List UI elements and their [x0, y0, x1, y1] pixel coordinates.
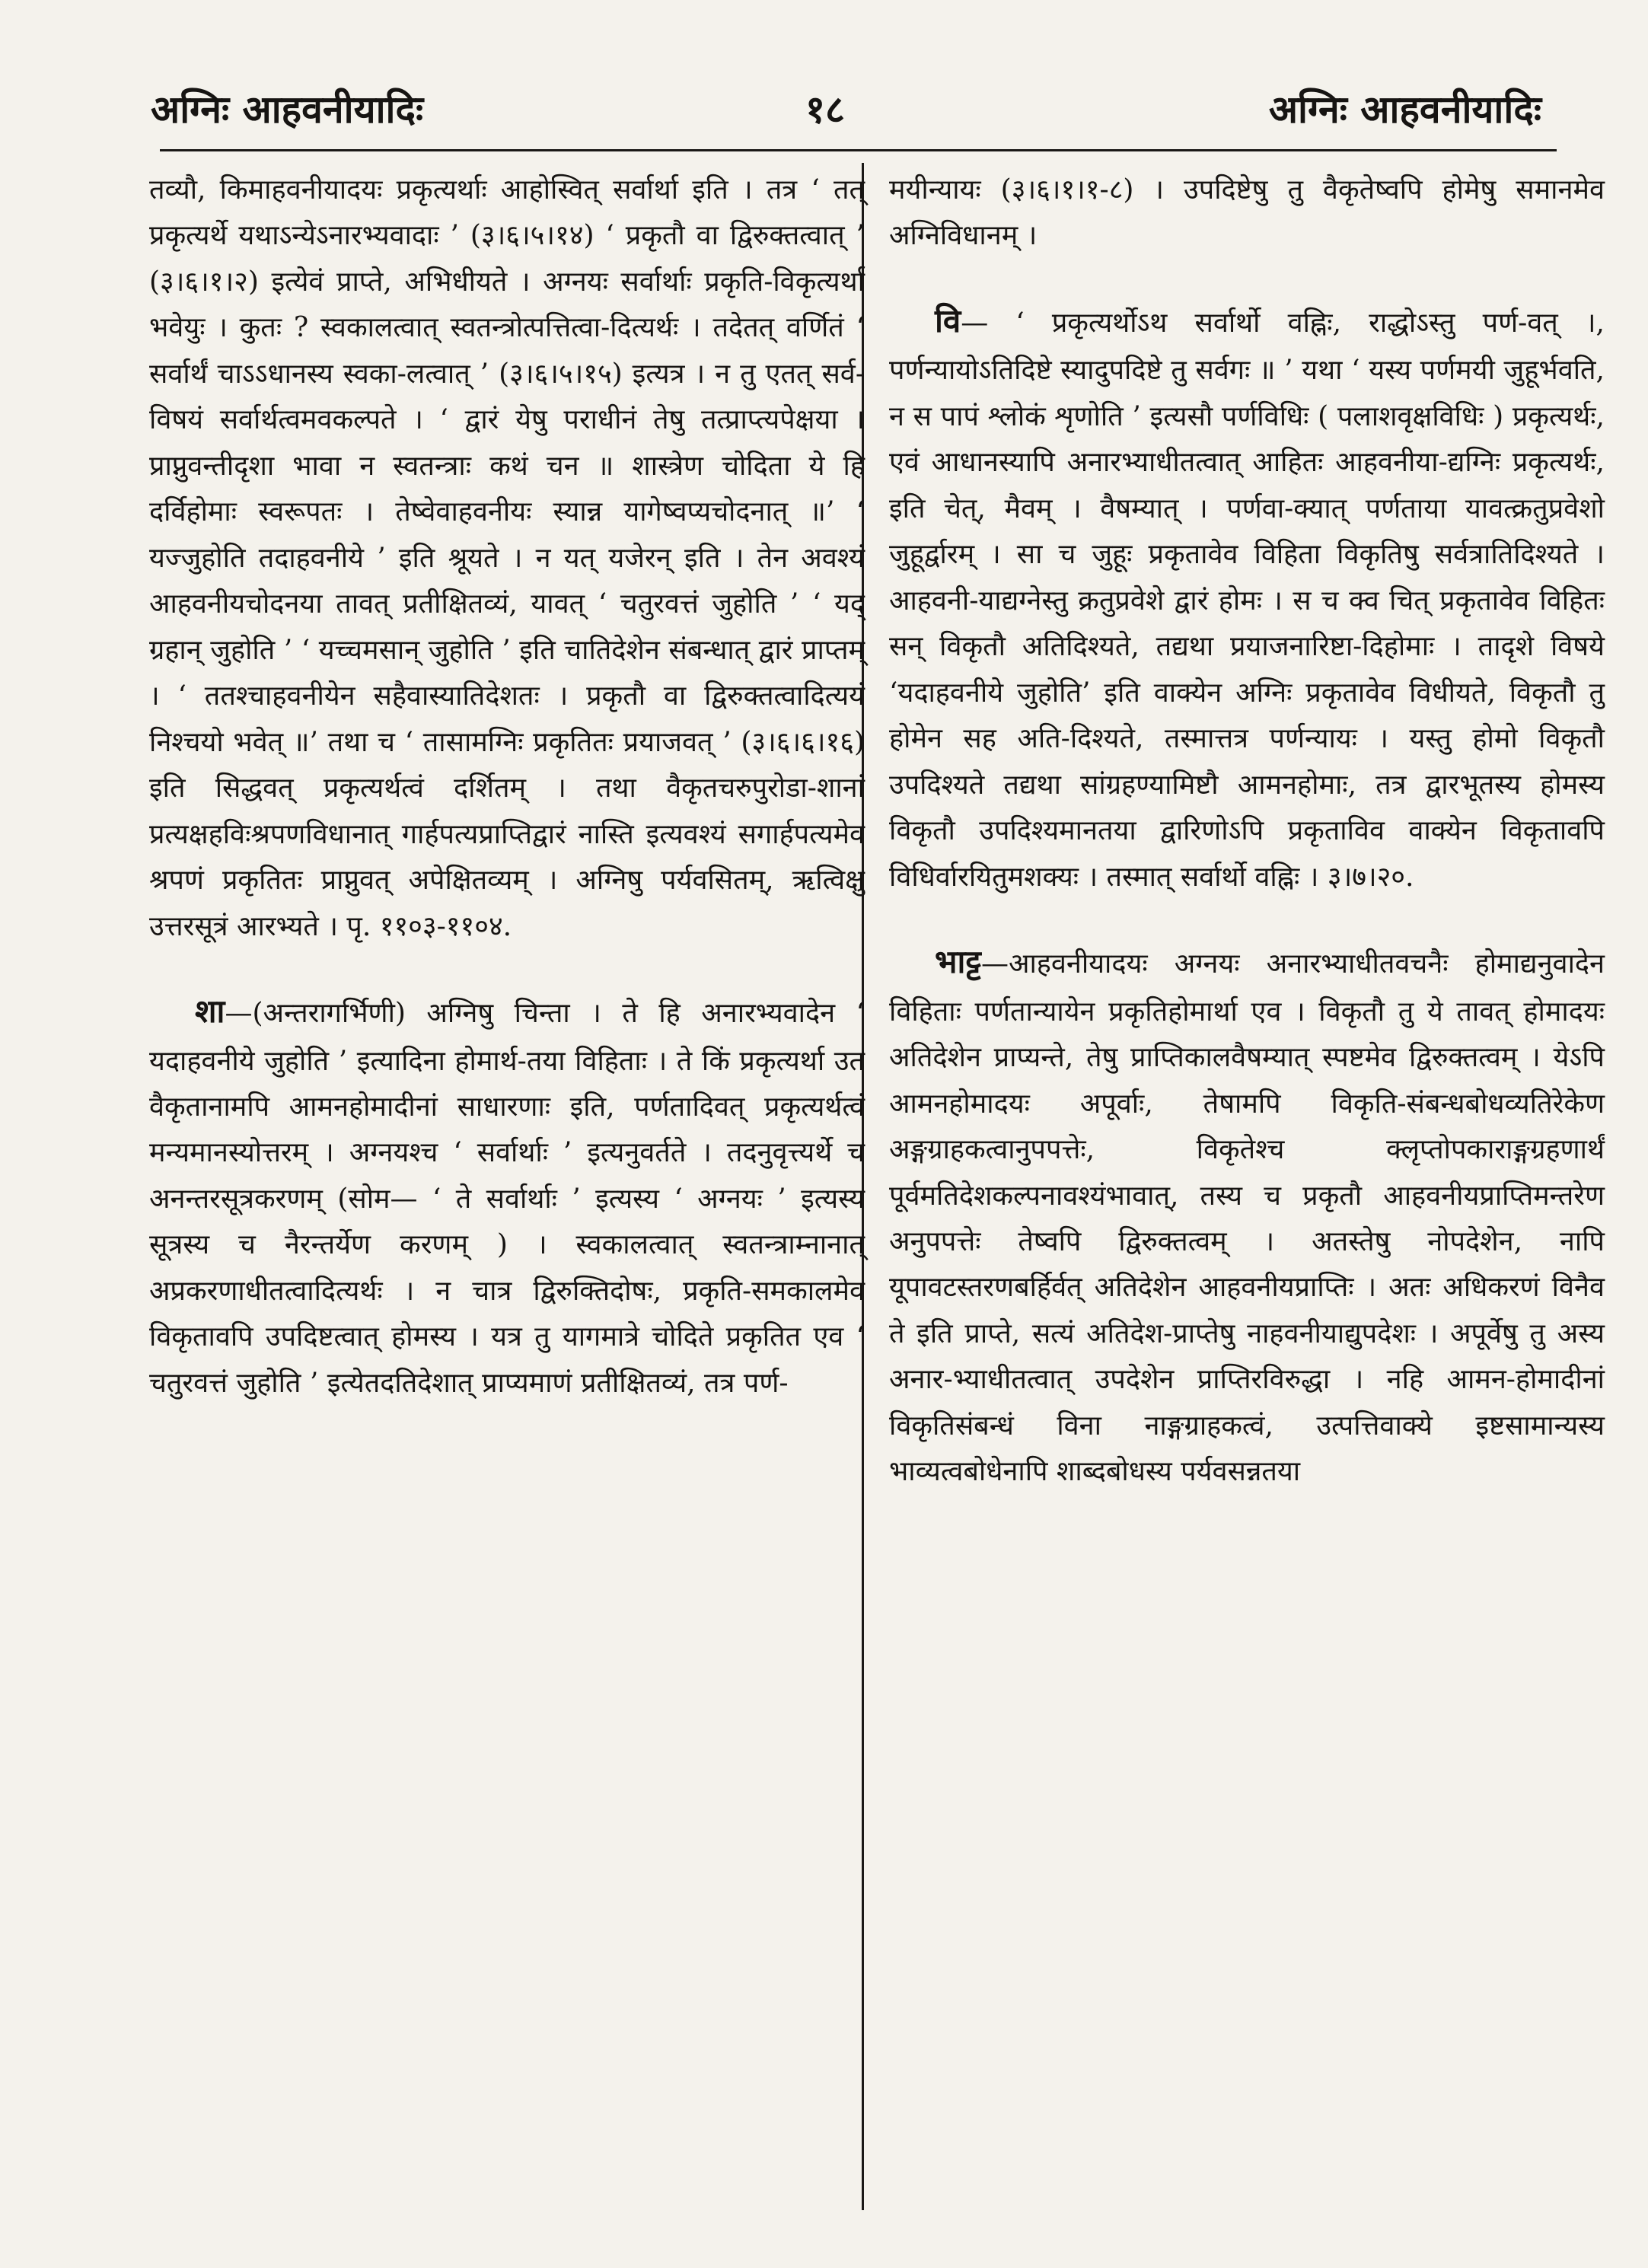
page-number: १८ — [805, 87, 845, 132]
running-header-left: अग्निः आहवनीयादिः — [151, 87, 424, 132]
paragraph-text: — ‘ प्रकृत्यर्थोऽथ सर्वार्थो वह्निः, राद्धोऽस्तु पर्ण-वत् ।, पर्णन्यायोऽतिदिष्टे स्यादुपदिष्टे तु सर्वगः ॥ ’ यथा ‘ यस्य पर्णमयी जुहूर्भवति, न स पापं श्लोकं शृणोति ’ इत्यसौ पर्णविधिः ( पलाशवृक्षविधिः ) प्रकृत्यर्थः, एवं आधानस्यापि अनारभ्याधीतत्वात् आहितः आहवनीया-द्यग्निः प्रकृत्यर्थः, इति चेत्, मैवम् । वैषम्यात् । पर्णवा-क्यात् पर्णताया यावत्क्रतुप्रवेशो जुहूर्द्वारम् । सा च जुहूः प्रकृतावेव विहिता विकृतिषु सर्वत्रातिदिश्यते । आहवनी-याद्यग्नेस्तु क्रतुप्रवेशे द्वारं होमः । स च क्व चित् प्रकृतावेव विहितः सन् विकृतौ अतिदिश्यते, तद्यथा प्रयाजनारिष्टा-दिहोमाः । तादृशे विषये ‘यदाहवनीये जुहोति’ इति वाक्येन अग्निः प्रकृतावेव विधीयते, विकृतौ तु होमेन सह अति-दिश्यते, तस्मात्तत्र पर्णन्यायः । यस्तु होमो विकृतौ उपदिश्यते तद्यथा सांग्रहण्यामिष्टौ आमनहोमाः, तत्र द्वारभूतस्य होमस्य विकृतौ उपदिश्यमानतया द्वारिणोऽपि प्रकृताविव वाक्येन विकृतावपि विधिर्वारयितुमशक्यः । तस्मात् सर्वार्थो वह्निः । ३।७।२०. — [889, 307, 1605, 893]
paragraph-text: —(अन्तरागर्भिणी) अग्निषु चिन्ता । ते हि अनारभ्यवादेन ‘ यदाहवनीये जुहोति ’ इत्यादिना होमार्थ-तया विहिताः । ते किं प्रकृत्यर्था उत वैकृतानामपि आमनहोमादीनां साधारणाः इति, पर्णतादिवत् प्रकृत्यर्थत्वं मन्यमानस्योत्तरम् । अग्नयश्च ‘ सर्वार्थाः ’ इत्यनुवर्तते । तदनुवृत्त्यर्थे च अनन्तरसूत्रकरणम् (सोम— ‘ ते सर्वार्थाः ’ इत्यस्य ‘ अग्नयः ’ इत्यस्य सूत्रस्य च नैरन्तर्येण करणम् ) । स्वकालत्वात् स्वतन्त्राम्नानात् अप्रकरणाधीतत्वादित्यर्थः । न चात्र द्विरुक्तिदोषः, प्रकृति-समकालमेव विकृतावपि उपदिष्टत्वात् होमस्य । यत्र तु यागमात्रे चोदिते प्रकृतित एव ‘ चतुरवत्तं जुहोति ’ इत्येतदतिदेशात् प्राप्यमाणं प्रतीक्षितव्यं, तत्र पर्ण- — [149, 997, 865, 1399]
header-rule — [160, 149, 1557, 151]
paragraph-text: —आहवनीयादयः अग्नयः अनारभ्याधीतवचनैः होमाद्यनुवादेन विहिताः पर्णतान्यायेन प्रकृतिहोमार्था एव । विकृतौ तु ये तावत् होमादयः अतिदेशेन प्राप्यन्ते, तेषु प्राप्तिकालवैषम्यात् स्पष्टमेव द्विरुक्तत्वम् । येऽपि आमनहोमादयः अपूर्वाः, तेषामपि विकृति-संबन्धबोधव्यतिरेकेण अङ्गग्राहकत्वानुपपत्तेः, विकृतेश्च क्लृप्तोपकाराङ्गग्रहणार्थं पूर्वमतिदेशकल्पनावश्यंभावात्, तस्य च प्रकृतौ आहवनीयप्राप्तिमन्तरेण अनुपपत्तेः तेष्वपि द्विरुक्तत्वम् । अतस्तेषु नोपदेशेन, नापि यूपावटस्तरणबर्हिर्वत् अतिदेशेन आहवनीयप्राप्तिः । अतः अधिकरणं विनैव ते इति प्राप्ते, सत्यं अतिदेश-प्राप्तेषु नाहवनीयाद्युपदेशः । अपूर्वेषु तु अस्य अनार-भ्याधीतत्वात् उपदेशेन प्राप्तिरविरुद्धा । नहि आमन-होमादीनां विकृतिसंबन्धं विना नाङ्गग्राहकत्वं, उत्पत्तिवाक्ये इष्टसामान्यस्य भाव्यत्वबोधेनापि शाब्दबोधस्य पर्यवसन्नतया — [889, 948, 1605, 1488]
paragraph — [149, 985, 865, 1406]
paragraph — [889, 935, 1605, 1496]
commentary-lead: भाट्ट — [935, 943, 981, 981]
paragraph — [889, 295, 1605, 900]
left-column — [149, 167, 865, 1441]
commentary-lead: शा — [195, 992, 225, 1030]
running-header-right: अग्निः आहवनीयादिः — [1268, 87, 1541, 132]
right-column — [889, 167, 1605, 1531]
paragraph: तव्यौ, किमाहवनीयादयः प्रकृत्यर्थाः आहोस्वित् सर्वार्था इति । तत्र ‘ तत् प्रकृत्यर्थे यथाऽन्येऽनारभ्यवादाः ’ (३।६।५।१४) ‘ प्रकृतौ वा द्विरुक्तत्वात् ’ (३।६।१।२) इत्येवं प्राप्ते, अभिधीयते । अग्नयः सर्वार्थाः प्रकृति-विकृत्यर्था भवेयुः । कुतः ? स्वकालत्वात् स्वतन्त्रोत्पत्तित्वा-दित्यर्थः । तदेतत् वर्णितं ‘ सर्वार्थं चाऽऽधानस्य स्वका-लत्वात् ’ (३।६।५।१५) इत्यत्र । न तु एतत् सर्व-विषयं सर्वार्थत्वमवकल्पते । ‘ द्वारं येषु पराधीनं तेषु तत्प्राप्त्यपेक्षया । प्राप्नुवन्तीदृशा भावा न स्वतन्त्राः कथं चन ॥ शास्त्रेण चोदिता ये हि दर्विहोमाः स्वरूपतः । तेष्वेवाहवनीयः स्यान्न यागेष्वप्यचोदनात् ॥’ ‘ यज्जुहोति तदाहवनीये ’ इति श्रूयते । न यत् यजेरन् इति । तेन अवश्यं आहवनीयचोदनया तावत् प्रतीक्षितव्यं, यावत् ‘ चतुरवत्तं जुहोति ’ ‘ यद् ग्रहान् जुहोति ’ ‘ यच्चमसान् जुहोति ’ इति चातिदेशेन संबन्धात् द्वारं प्राप्तम् । ‘ ततश्चाहवनीयेन सहैवास्यातिदेशतः । प्रकृतौ वा द्विरुक्तत्वादित्ययं निश्चयो भवेत् ॥’ तथा च ‘ तासामग्निः प्रकृतितः प्रयाजवत् ’ (३।६।६।१६) इति सिद्धवत् प्रकृत्यर्थत्वं दर्शितम् । तथा वैकृतचरुपुरोडा-शानां प्रत्यक्षहविःश्रपणविधानात् गार्हपत्यप्राप्तिद्वारं नास्ति इत्यवश्यं सगार्हपत्यमेव श्रपणं प्रकृतितः प्राप्नुवत् अपेक्षितव्यम् । अग्निषु पर्यवसितम्, ऋत्विक्षु उत्तरसूत्रं आरभ्यते । पृ. ११०३-११०४. — [149, 174, 865, 942]
paragraph: मयीन्यायः (३।६।१।१-८) । उपदिष्टेषु तु वैकृतेष्वपि होमेषु समानमेव अग्निविधानम् । — [889, 174, 1605, 252]
commentary-lead: वि — [935, 301, 961, 339]
